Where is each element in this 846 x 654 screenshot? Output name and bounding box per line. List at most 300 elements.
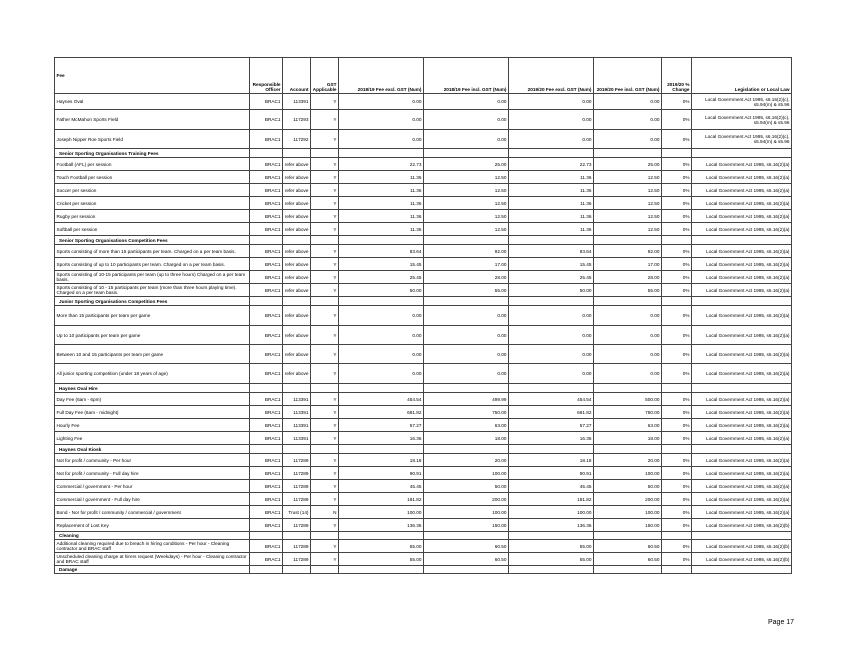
- change-cell: 0%: [662, 245, 692, 258]
- table-row: [55, 519, 792, 532]
- legislation-cell: Local Government Act 1995, s6.16(2)(a): [692, 454, 792, 467]
- gst-cell: Y: [311, 454, 339, 467]
- legislation-cell: Local Government Act 1995, s6.16(2)(c), s5.94(m) & s5.96: [692, 110, 792, 130]
- gst-cell: Y: [311, 493, 339, 506]
- legislation-cell: Local Government Act 1995, s6.16(2)(a): [692, 406, 792, 419]
- officer-cell: BRAC1: [250, 454, 283, 467]
- fee-excl-1819-cell: 11.36: [339, 184, 424, 197]
- header-gst: GST Applicable: [311, 58, 339, 94]
- gst-cell: Y: [311, 94, 339, 110]
- change-cell: 0%: [662, 197, 692, 210]
- change-cell: 0%: [662, 493, 692, 506]
- gst-cell: Y: [311, 197, 339, 210]
- legislation-cell: Local Government Act 1995, s6.16(2)(c), s5.94(m) & s5.96: [692, 94, 792, 110]
- fee-excl-1920-cell: 15.45: [509, 258, 594, 271]
- account-cell: refer above: [283, 245, 311, 258]
- fee-incl-1819-cell: 0.00: [424, 130, 509, 149]
- account-cell: 117289: [283, 540, 311, 553]
- fee-incl-1920-cell: 92.00: [594, 245, 662, 258]
- legislation-cell: Local Government Act 1995, s6.16(2)(a): [692, 393, 792, 406]
- change-cell: 0%: [662, 130, 692, 149]
- empty-cell: [692, 149, 792, 158]
- fee-cell: Sports consisting of 10 - 15 participants per team (more than three hours playing time). Charged on a per team basis.: [55, 284, 250, 297]
- fee-incl-1819-cell: 12.50: [424, 197, 509, 210]
- fee-excl-1920-cell: 83.64: [509, 245, 594, 258]
- officer-cell: BRAC1: [250, 506, 283, 519]
- header-fee-excl-1819: 2018/19 Fee excl. GST (Num): [339, 58, 424, 94]
- officer-cell: BRAC1: [250, 158, 283, 171]
- empty-cell: [662, 384, 692, 393]
- gst-cell: Y: [311, 271, 339, 284]
- fee-incl-1920-cell: 60.50: [594, 540, 662, 553]
- account-cell: refer above: [283, 171, 311, 184]
- legislation-cell: Local Government Act 1995, s6.16(2)(a): [692, 364, 792, 384]
- empty-cell: [339, 384, 424, 393]
- fee-incl-1819-cell: 0.00: [424, 326, 509, 345]
- officer-cell: BRAC1: [250, 419, 283, 432]
- table-row: [55, 345, 792, 364]
- fee-excl-1920-cell: 0.00: [509, 364, 594, 384]
- fee-excl-1920-cell: 25.45: [509, 271, 594, 284]
- header-fee-excl-1920: 2019/20 Fee excl. GST (Num): [509, 58, 594, 94]
- officer-cell: BRAC1: [250, 493, 283, 506]
- fee-incl-1920-cell: 12.50: [594, 210, 662, 223]
- empty-cell: [692, 566, 792, 574]
- fee-incl-1920-cell: 0.00: [594, 345, 662, 364]
- change-cell: 0%: [662, 480, 692, 493]
- fee-excl-1819-cell: 0.00: [339, 326, 424, 345]
- fee-excl-1819-cell: 681.82: [339, 406, 424, 419]
- empty-cell: [509, 566, 594, 574]
- empty-cell: [594, 566, 662, 574]
- officer-cell: BRAC1: [250, 306, 283, 326]
- fee-incl-1920-cell: 150.00: [594, 519, 662, 532]
- fee-excl-1920-cell: 55.00: [509, 540, 594, 553]
- empty-cell: [509, 445, 594, 454]
- fee-incl-1920-cell: 17.00: [594, 258, 662, 271]
- fee-excl-1920-cell: 181.82: [509, 493, 594, 506]
- fee-cell: Between 10 and 15 participants per team per game: [55, 345, 250, 364]
- change-cell: 0%: [662, 553, 692, 566]
- section-title: Junior Sporting Organisations Competition Fees: [55, 297, 250, 306]
- section-header-row: [55, 297, 792, 306]
- section-title: Haynes Oval Hire: [55, 384, 250, 393]
- account-cell: refer above: [283, 326, 311, 345]
- change-cell: 0%: [662, 184, 692, 197]
- fee-excl-1819-cell: 0.00: [339, 130, 424, 149]
- empty-cell: [339, 236, 424, 245]
- officer-cell: BRAC1: [250, 110, 283, 130]
- change-cell: 0%: [662, 540, 692, 553]
- fee-excl-1819-cell: 0.00: [339, 306, 424, 326]
- empty-cell: [509, 149, 594, 158]
- gst-cell: Y: [311, 467, 339, 480]
- officer-cell: BRAC1: [250, 519, 283, 532]
- account-cell: refer above: [283, 158, 311, 171]
- section-title: Senior Sporting Organisations Competition Fees: [55, 236, 250, 245]
- fee-excl-1819-cell: 83.64: [339, 245, 424, 258]
- account-cell: 113391: [283, 406, 311, 419]
- fee-incl-1819-cell: 12.50: [424, 184, 509, 197]
- account-cell: 113391: [283, 393, 311, 406]
- table-row: [55, 110, 792, 130]
- legislation-cell: Local Government Act 1995, s6.16(2)(a): [692, 284, 792, 297]
- table-row: [55, 130, 792, 149]
- officer-cell: BRAC1: [250, 258, 283, 271]
- legislation-cell: Local Government Act 1995, s6.16(2)(a): [692, 210, 792, 223]
- table-row: [55, 306, 792, 326]
- empty-cell: [662, 149, 692, 158]
- empty-cell: [339, 297, 424, 306]
- officer-cell: BRAC1: [250, 553, 283, 566]
- section-title: Haynes Oval Kiosk: [55, 445, 250, 454]
- table-row: [55, 506, 792, 519]
- header-legislation: Legislation or Local Law: [692, 58, 792, 94]
- fee-incl-1920-cell: 12.50: [594, 223, 662, 236]
- fee-cell: Additional cleaning required due to breach in hiring conditions - Per hour - Cleaning contractor and BRAC staff: [55, 540, 250, 553]
- fee-excl-1819-cell: 16.36: [339, 432, 424, 445]
- fee-excl-1920-cell: 681.82: [509, 406, 594, 419]
- account-cell: 117289: [283, 454, 311, 467]
- fee-cell: Father McMahon Sports Field: [55, 110, 250, 130]
- table-row: [55, 480, 792, 493]
- fee-excl-1920-cell: 0.00: [509, 130, 594, 149]
- fee-cell: All junior sporting competition (under 18 years of age): [55, 364, 250, 384]
- gst-cell: Y: [311, 171, 339, 184]
- table-row: [55, 432, 792, 445]
- section-header-row: [55, 384, 792, 393]
- fee-incl-1819-cell: 150.00: [424, 519, 509, 532]
- empty-cell: [250, 149, 283, 158]
- fee-incl-1920-cell: 60.50: [594, 553, 662, 566]
- gst-cell: Y: [311, 393, 339, 406]
- officer-cell: BRAC1: [250, 345, 283, 364]
- officer-cell: BRAC1: [250, 467, 283, 480]
- legislation-cell: Local Government Act 1995, s6.16(2)(a): [692, 184, 792, 197]
- empty-cell: [692, 445, 792, 454]
- gst-cell: Y: [311, 432, 339, 445]
- page-number: Page 17: [768, 619, 795, 626]
- officer-cell: BRAC1: [250, 171, 283, 184]
- fee-incl-1920-cell: 0.00: [594, 94, 662, 110]
- fee-excl-1920-cell: 136.36: [509, 519, 594, 532]
- empty-cell: [594, 384, 662, 393]
- header-change: 2019/20 % Change: [662, 58, 692, 94]
- table-row: [55, 393, 792, 406]
- table-row: [55, 171, 792, 184]
- officer-cell: BRAC1: [250, 210, 283, 223]
- account-cell: refer above: [283, 258, 311, 271]
- fee-cell: Joseph Nipper Roe Sports Field: [55, 130, 250, 149]
- fee-excl-1819-cell: 0.00: [339, 345, 424, 364]
- officer-cell: BRAC1: [250, 432, 283, 445]
- fee-incl-1920-cell: 12.50: [594, 184, 662, 197]
- fee-incl-1819-cell: 100.00: [424, 506, 509, 519]
- fee-excl-1819-cell: 57.27: [339, 419, 424, 432]
- fee-incl-1920-cell: 100.00: [594, 467, 662, 480]
- fee-excl-1819-cell: 18.18: [339, 454, 424, 467]
- section-title: Damage: [55, 566, 250, 574]
- account-cell: refer above: [283, 197, 311, 210]
- header-fee: Fee: [55, 58, 250, 94]
- fee-excl-1819-cell: 25.45: [339, 271, 424, 284]
- change-cell: 0%: [662, 223, 692, 236]
- empty-cell: [509, 236, 594, 245]
- gst-cell: Y: [311, 326, 339, 345]
- account-cell: refer above: [283, 364, 311, 384]
- officer-cell: BRAC1: [250, 245, 283, 258]
- empty-cell: [662, 532, 692, 540]
- officer-cell: BRAC1: [250, 197, 283, 210]
- table-header: [55, 58, 792, 94]
- fee-excl-1920-cell: 55.00: [509, 553, 594, 566]
- fee-cell: Sports consisting of 10-15 participants per team (up to three hours) Charged on a per team basis.: [55, 271, 250, 284]
- fee-incl-1920-cell: 20.00: [594, 454, 662, 467]
- empty-cell: [311, 297, 339, 306]
- fee-incl-1819-cell: 750.00: [424, 406, 509, 419]
- fee-cell: Replacement of Lost Key: [55, 519, 250, 532]
- fee-excl-1819-cell: 50.00: [339, 284, 424, 297]
- table-row: [55, 493, 792, 506]
- empty-cell: [594, 532, 662, 540]
- fee-excl-1920-cell: 50.00: [509, 284, 594, 297]
- fee-cell: Football (AFL) per session: [55, 158, 250, 171]
- table-body: [55, 94, 792, 574]
- fee-excl-1920-cell: 0.00: [509, 110, 594, 130]
- table-row: [55, 406, 792, 419]
- empty-cell: [692, 236, 792, 245]
- fees-table: [54, 57, 792, 574]
- legislation-cell: Local Government Act 1995, s6.16(2)(a): [692, 493, 792, 506]
- empty-cell: [311, 236, 339, 245]
- fee-cell: Soccer per session: [55, 184, 250, 197]
- account-cell: refer above: [283, 306, 311, 326]
- section-header-row: [55, 566, 792, 574]
- change-cell: 0%: [662, 271, 692, 284]
- fee-excl-1920-cell: 0.00: [509, 345, 594, 364]
- fee-cell: Unscheduled cleaning charge at hirers request (Weekdays) - Per hour - Cleaning contractor and BRAC staff: [55, 553, 250, 566]
- section-title: Senior Sporting Organisations Training Fees: [55, 149, 250, 158]
- fee-incl-1920-cell: 0.00: [594, 306, 662, 326]
- change-cell: 0%: [662, 419, 692, 432]
- change-cell: 0%: [662, 326, 692, 345]
- officer-cell: BRAC1: [250, 284, 283, 297]
- empty-cell: [283, 384, 311, 393]
- table-row: [55, 94, 792, 110]
- empty-cell: [509, 532, 594, 540]
- empty-cell: [424, 236, 509, 245]
- change-cell: 0%: [662, 432, 692, 445]
- empty-cell: [311, 384, 339, 393]
- empty-cell: [283, 532, 311, 540]
- legislation-cell: Local Government Act 1995, s6.16(2)(b): [692, 519, 792, 532]
- account-cell: 117289: [283, 553, 311, 566]
- table-row: [55, 454, 792, 467]
- empty-cell: [250, 384, 283, 393]
- account-cell: 113391: [283, 419, 311, 432]
- fee-excl-1819-cell: 11.36: [339, 223, 424, 236]
- fee-incl-1819-cell: 200.00: [424, 493, 509, 506]
- fee-cell: Commercial / government - Full day hire: [55, 493, 250, 506]
- account-cell: 117289: [283, 467, 311, 480]
- fee-incl-1920-cell: 12.50: [594, 197, 662, 210]
- gst-cell: Y: [311, 184, 339, 197]
- fee-cell: Commercial / government - Per hour: [55, 480, 250, 493]
- empty-cell: [692, 532, 792, 540]
- empty-cell: [692, 384, 792, 393]
- fee-incl-1920-cell: 55.00: [594, 284, 662, 297]
- fee-excl-1920-cell: 11.36: [509, 197, 594, 210]
- change-cell: 0%: [662, 393, 692, 406]
- fee-incl-1819-cell: 25.00: [424, 158, 509, 171]
- table-row: [55, 223, 792, 236]
- fee-excl-1920-cell: 22.73: [509, 158, 594, 171]
- gst-cell: Y: [311, 306, 339, 326]
- fee-excl-1920-cell: 90.91: [509, 467, 594, 480]
- legislation-cell: Local Government Act 1995, s6.16(2)(a): [692, 432, 792, 445]
- table-row: [55, 197, 792, 210]
- empty-cell: [424, 149, 509, 158]
- account-cell: 113391: [283, 94, 311, 110]
- fee-cell: Up to 10 participants per team per game: [55, 326, 250, 345]
- empty-cell: [250, 236, 283, 245]
- gst-cell: Y: [311, 480, 339, 493]
- fee-excl-1920-cell: 0.00: [509, 326, 594, 345]
- officer-cell: BRAC1: [250, 130, 283, 149]
- table-row: [55, 540, 792, 553]
- fee-incl-1920-cell: 200.00: [594, 493, 662, 506]
- empty-cell: [509, 384, 594, 393]
- empty-cell: [283, 297, 311, 306]
- fee-incl-1920-cell: 0.00: [594, 110, 662, 130]
- empty-cell: [311, 149, 339, 158]
- gst-cell: Y: [311, 345, 339, 364]
- fee-excl-1920-cell: 11.36: [509, 210, 594, 223]
- table-row: [55, 326, 792, 345]
- account-cell: 113391: [283, 432, 311, 445]
- officer-cell: BRAC1: [250, 540, 283, 553]
- empty-cell: [594, 445, 662, 454]
- legislation-cell: Local Government Act 1995, s6.16(2)(a): [692, 258, 792, 271]
- empty-cell: [662, 566, 692, 574]
- fee-incl-1920-cell: 0.00: [594, 326, 662, 345]
- header-fee-incl-1920: 2019/20 Fee incl. GST (Num): [594, 58, 662, 94]
- account-cell: 117293: [283, 110, 311, 130]
- header-fee-incl-1819: 2018/19 Fee incl. GST (Num): [424, 58, 509, 94]
- empty-cell: [250, 297, 283, 306]
- fee-incl-1819-cell: 92.00: [424, 245, 509, 258]
- fee-excl-1819-cell: 181.82: [339, 493, 424, 506]
- empty-cell: [339, 149, 424, 158]
- gst-cell: Y: [311, 519, 339, 532]
- gst-cell: Y: [311, 223, 339, 236]
- officer-cell: BRAC1: [250, 364, 283, 384]
- fee-cell: Day Fee (6am - 6pm): [55, 393, 250, 406]
- gst-cell: Y: [311, 258, 339, 271]
- legislation-cell: Local Government Act 1995, s6.16(2)(a): [692, 419, 792, 432]
- fee-cell: Full Day Fee (6am - midnight): [55, 406, 250, 419]
- fee-incl-1819-cell: 499.99: [424, 393, 509, 406]
- fee-excl-1819-cell: 100.00: [339, 506, 424, 519]
- gst-cell: Y: [311, 158, 339, 171]
- fee-excl-1819-cell: 11.36: [339, 197, 424, 210]
- fee-incl-1819-cell: 0.00: [424, 345, 509, 364]
- fee-incl-1920-cell: 0.00: [594, 364, 662, 384]
- section-title: Cleaning: [55, 532, 250, 540]
- fee-cell: Touch Football per session: [55, 171, 250, 184]
- change-cell: 0%: [662, 258, 692, 271]
- legislation-cell: Local Government Act 1995, s6.16(2)(b): [692, 553, 792, 566]
- gst-cell: Y: [311, 553, 339, 566]
- fee-incl-1819-cell: 63.00: [424, 419, 509, 432]
- empty-cell: [311, 566, 339, 574]
- fee-excl-1819-cell: 90.91: [339, 467, 424, 480]
- fee-excl-1819-cell: 0.00: [339, 94, 424, 110]
- fee-incl-1920-cell: 50.00: [594, 480, 662, 493]
- empty-cell: [424, 566, 509, 574]
- fee-incl-1819-cell: 18.00: [424, 432, 509, 445]
- fee-excl-1920-cell: 0.00: [509, 94, 594, 110]
- empty-cell: [594, 297, 662, 306]
- legislation-cell: Local Government Act 1995, s6.16(2)(a): [692, 158, 792, 171]
- empty-cell: [283, 566, 311, 574]
- account-cell: Trust (14): [283, 506, 311, 519]
- fee-incl-1819-cell: 12.50: [424, 171, 509, 184]
- change-cell: 0%: [662, 406, 692, 419]
- empty-cell: [692, 297, 792, 306]
- legislation-cell: Local Government Act 1995, s6.16(2)(a): [692, 171, 792, 184]
- header-account: Account: [283, 58, 311, 94]
- fee-excl-1819-cell: 454.54: [339, 393, 424, 406]
- fee-cell: Bond - Nor for profit / community / commercial / government: [55, 506, 250, 519]
- change-cell: 0%: [662, 284, 692, 297]
- fee-excl-1819-cell: 55.00: [339, 553, 424, 566]
- change-cell: 0%: [662, 210, 692, 223]
- fee-incl-1819-cell: 55.00: [424, 284, 509, 297]
- empty-cell: [424, 384, 509, 393]
- fee-excl-1819-cell: 45.45: [339, 480, 424, 493]
- change-cell: 0%: [662, 171, 692, 184]
- fee-incl-1920-cell: 12.50: [594, 171, 662, 184]
- fee-incl-1819-cell: 20.00: [424, 454, 509, 467]
- legislation-cell: Local Government Act 1995, s6.16(2)(a): [692, 506, 792, 519]
- gst-cell: Y: [311, 540, 339, 553]
- fee-incl-1819-cell: 100.00: [424, 467, 509, 480]
- gst-cell: Y: [311, 406, 339, 419]
- change-cell: 0%: [662, 364, 692, 384]
- section-header-row: [55, 149, 792, 158]
- fee-excl-1920-cell: 11.36: [509, 171, 594, 184]
- officer-cell: BRAC1: [250, 223, 283, 236]
- empty-cell: [509, 297, 594, 306]
- empty-cell: [662, 297, 692, 306]
- account-cell: 117292: [283, 130, 311, 149]
- officer-cell: BRAC1: [250, 326, 283, 345]
- account-cell: 117289: [283, 519, 311, 532]
- fee-incl-1920-cell: 18.00: [594, 432, 662, 445]
- fee-excl-1819-cell: 22.73: [339, 158, 424, 171]
- table-row: [55, 210, 792, 223]
- fee-incl-1920-cell: 100.00: [594, 506, 662, 519]
- officer-cell: BRAC1: [250, 184, 283, 197]
- gst-cell: Y: [311, 110, 339, 130]
- fee-incl-1819-cell: 28.00: [424, 271, 509, 284]
- change-cell: 0%: [662, 345, 692, 364]
- section-header-row: [55, 445, 792, 454]
- change-cell: 0%: [662, 94, 692, 110]
- fee-excl-1920-cell: 57.27: [509, 419, 594, 432]
- fee-cell: Lighting Fee: [55, 432, 250, 445]
